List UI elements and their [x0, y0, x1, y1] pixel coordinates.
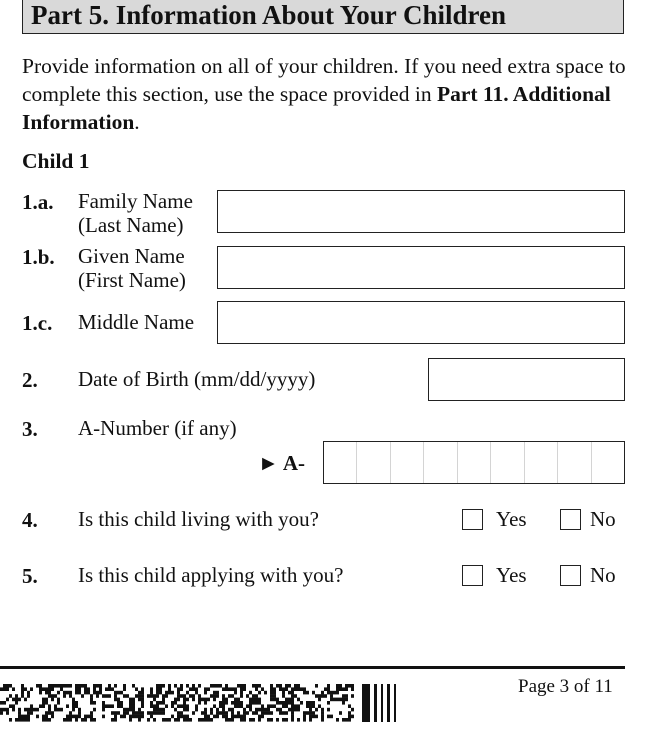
dob-label: Date of Birth (mm/dd/yyyy) — [78, 367, 316, 391]
living-question-label: Is this child living with you? — [78, 507, 319, 531]
family-name-label — [78, 190, 193, 237]
living-no-label: No — [590, 507, 616, 531]
living-no-checkbox[interactable] — [560, 509, 581, 530]
applying-yes-checkbox[interactable] — [462, 565, 483, 586]
middle-name-label: Middle Name — [78, 310, 195, 334]
a-number-cell — [324, 442, 357, 483]
family-name-label-line2: (Last Name) — [78, 212, 184, 237]
intro-paragraph — [22, 52, 642, 136]
given-name-label-line1: Given Name — [78, 244, 185, 268]
a-number-prefix: ► A- — [258, 451, 306, 475]
applying-question-number: 5. — [22, 564, 38, 588]
living-yes-checkbox[interactable] — [462, 509, 483, 530]
middle-name-input[interactable] — [217, 301, 625, 344]
applying-no-checkbox[interactable] — [560, 565, 581, 586]
family-name-input[interactable] — [217, 190, 625, 233]
a-number-cell — [558, 442, 591, 483]
a-number-cell — [424, 442, 457, 483]
footer-rule — [0, 666, 625, 669]
given-name-number: 1.b. — [22, 245, 55, 269]
a-number-cell — [491, 442, 524, 483]
living-yes-label: Yes — [496, 507, 527, 531]
applying-question-label: Is this child applying with you? — [78, 563, 344, 587]
given-name-label — [78, 245, 186, 292]
a-number-cell — [357, 442, 390, 483]
section-title: Part 5. Information About Your Children — [31, 0, 507, 30]
living-question-number: 4. — [22, 508, 38, 532]
a-number-cell — [592, 442, 624, 483]
section-header — [22, 0, 624, 34]
middle-name-number: 1.c. — [22, 311, 53, 335]
applying-no-label: No — [590, 563, 616, 587]
family-name-label-line1: Family Name — [78, 189, 193, 213]
applying-yes-label: Yes — [496, 563, 527, 587]
dob-input[interactable] — [428, 358, 625, 401]
a-number-label: A-Number (if any) — [78, 416, 237, 440]
intro-bold-reference: Part 11. Additional Information — [22, 82, 611, 134]
intro-text: Provide information on all of your children. If you need extra space to complete this section, use the space provided in — [22, 54, 626, 106]
a-number-cell — [391, 442, 424, 483]
dob-number: 2. — [22, 368, 38, 392]
given-name-input[interactable] — [217, 246, 625, 289]
child-heading: Child 1 — [22, 149, 90, 173]
a-number-cell — [458, 442, 491, 483]
a-number-number: 3. — [22, 417, 38, 441]
given-name-label-line2: (First Name) — [78, 267, 186, 292]
intro-end: . — [134, 110, 140, 134]
barcode-image — [0, 684, 400, 722]
a-number-input[interactable] — [323, 441, 625, 484]
page-number: Page 3 of 11 — [518, 676, 613, 697]
a-number-cell — [525, 442, 558, 483]
family-name-number: 1.a. — [22, 190, 54, 214]
